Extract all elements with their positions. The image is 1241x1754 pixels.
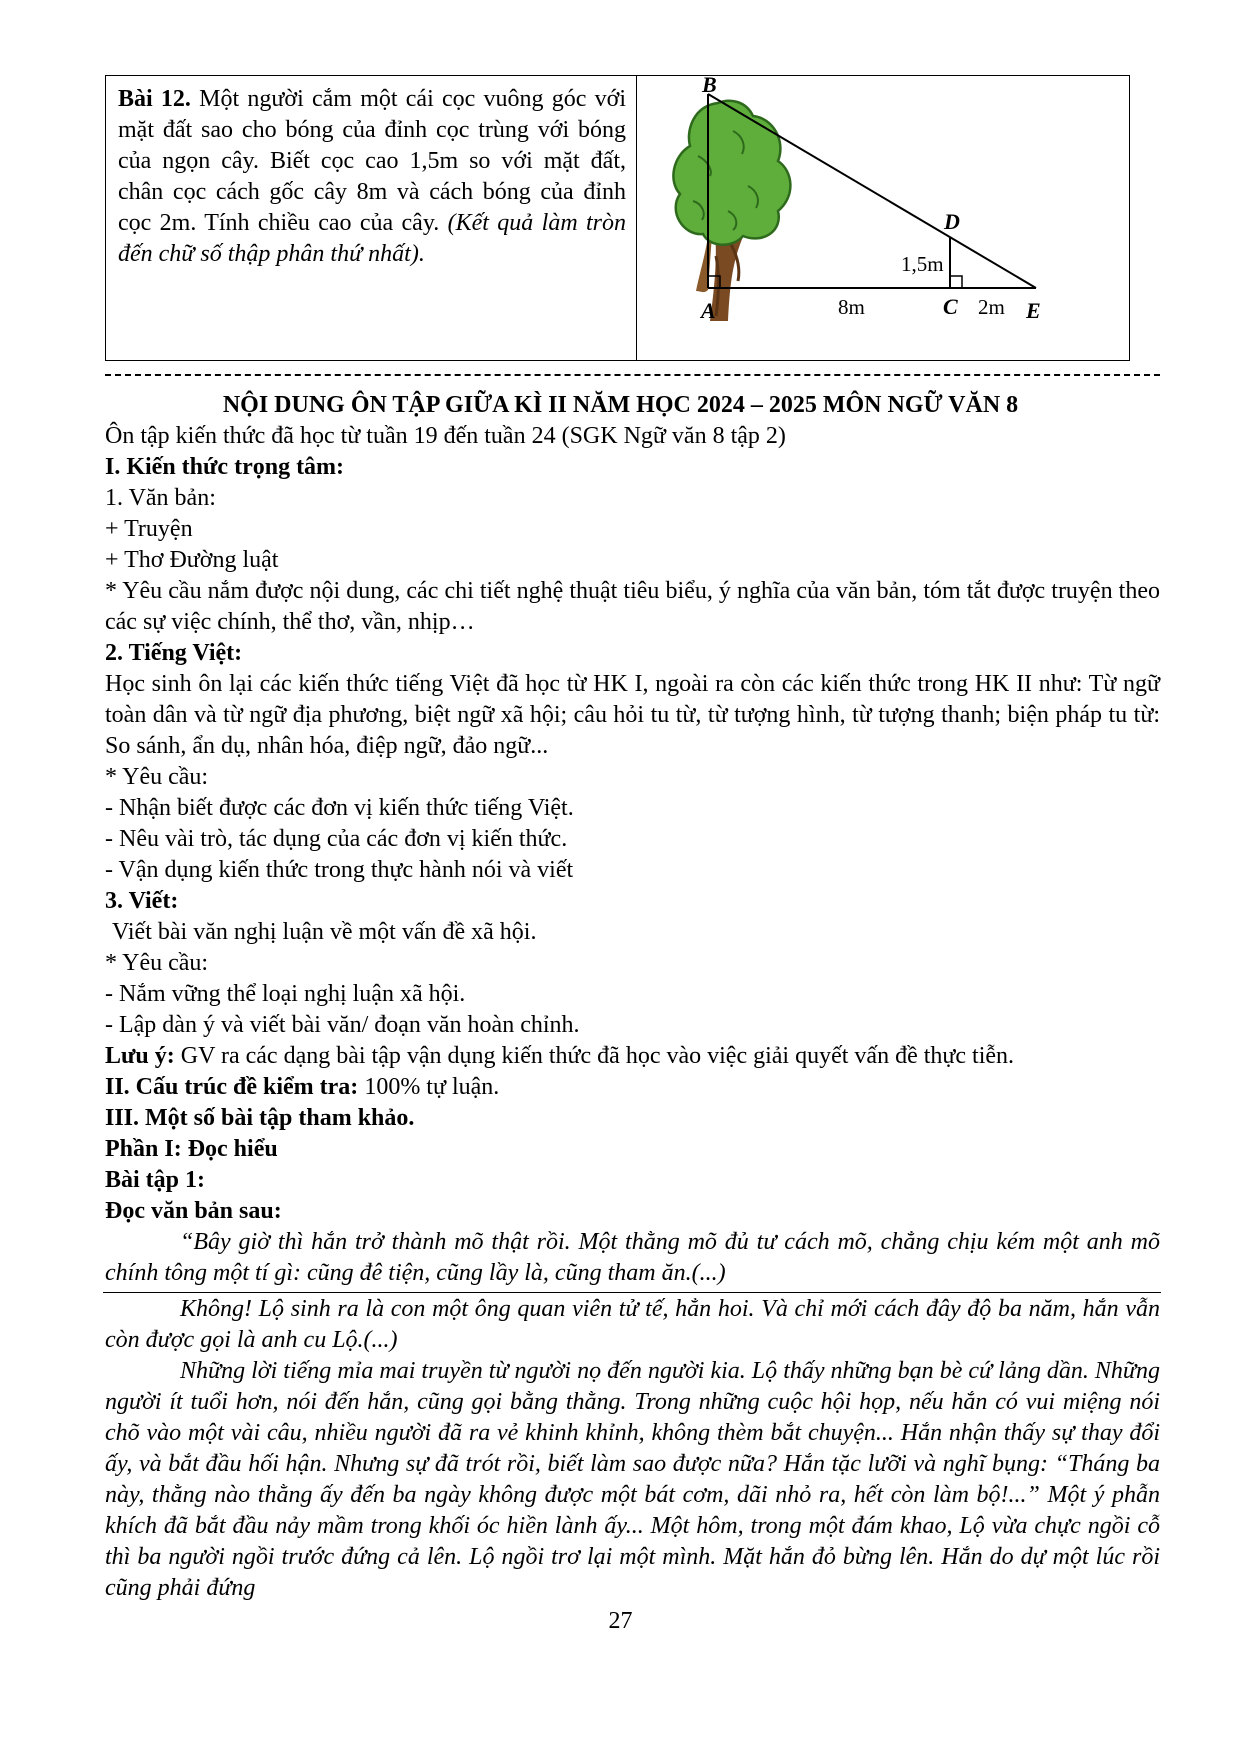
section-2-line	[105, 1072, 499, 1103]
viet-text: Viết bài văn nghị luận về một vấn đề xã hội.	[112, 919, 537, 945]
note-text: GV ra các dạng bài tập vận dụng kiến thức đã học vào việc giải quyết vấn đề thực tiễn.	[174, 1043, 1015, 1069]
tree-crown	[673, 101, 790, 245]
label-e: E	[1026, 298, 1041, 323]
right-angle-c	[950, 276, 962, 288]
problem-label: Bài 12.	[118, 86, 191, 112]
label-length-ac: 8m	[838, 295, 865, 319]
tieng-viet-req-label: * Yêu cầu:	[105, 764, 209, 790]
list-item-tho: + Thơ Đường luật	[105, 547, 279, 573]
problem-note: (Kết quả làm tròn đến chữ số thập phân thứ nhất).	[118, 210, 627, 267]
viet-req-1: - Nắm vững thể loại nghị luận xã hội.	[105, 981, 466, 1007]
note-label: Lưu ý:	[105, 1043, 175, 1069]
label-c: C	[943, 294, 958, 319]
label-b: B	[702, 76, 717, 97]
passage-paragraph-1: “Bây giờ thì hắn trở thành mõ thật rồi. Một thằng mõ đủ tư cách mõ, chẳng chịu kém một anh mõ chính tông một tí gì: cũng đê tiện, cũng lầy là, cũng tham ăn.(...)	[105, 1229, 1160, 1286]
problem-text	[118, 84, 626, 270]
problem-figure	[638, 76, 1128, 359]
van-ban-requirement: * Yêu cầu nắm được nội dung, các chi tiết nghệ thuật tiêu biểu, ý nghĩa của văn bản, tóm tắt được truyện theo các sự việc chính, thể thơ, vần, nhịp…	[105, 578, 1160, 635]
page-title: NỘI DUNG ÔN TẬP GIỮA KÌ II NĂM HỌC 2024 – 2025 MÔN NGỮ VĂN 8	[222, 392, 1019, 418]
passage-rule	[103, 1292, 1161, 1293]
part-1-heading: Phần I: Đọc hiểu	[105, 1136, 278, 1162]
subsection-van-ban: 1. Văn bản:	[105, 485, 216, 511]
subsection-tieng-viet: 2. Tiếng Việt:	[105, 640, 243, 666]
tieng-viet-req-2: - Nêu vài trò, tác dụng của các đơn vị kiến thức.	[105, 826, 568, 852]
section-2-heading: II. Cấu trúc đề kiểm tra:	[105, 1074, 359, 1100]
list-item-truyen: + Truyện	[105, 516, 193, 542]
tieng-viet-req-3: - Vận dụng kiến thức trong thực hành nói và viết	[105, 857, 574, 883]
dashed-separator	[105, 374, 1160, 376]
page-number: 27	[608, 1608, 633, 1634]
tieng-viet-req-1: - Nhận biết được các đơn vị kiến thức tiếng Việt.	[105, 795, 574, 821]
problem-statement: Một người cắm một cái cọc vuông góc với mặt đất sao cho bóng của đỉnh cọc trùng với bóng của ngọn cây. Biết cọc cao 1,5m so với mặt đất, chân cọc cách gốc cây 8m và cách bóng của đỉnh cọc 2m. Tính chiều cao của cây.	[118, 86, 626, 236]
label-d: D	[944, 209, 960, 234]
label-length-ce: 2m	[978, 295, 1005, 319]
intro-line: Ôn tập kiến thức đã học từ tuần 19 đến tuần 24 (SGK Ngữ văn 8 tập 2)	[105, 423, 786, 449]
note-line	[105, 1041, 1014, 1072]
passage-paragraph-2: Không! Lộ sinh ra là con một ông quan viên tử tế, hẳn hoi. Và chỉ mới cách đây độ ba năm, hắn vẫn còn được gọi là anh cu Lộ.(...)	[105, 1296, 1160, 1353]
label-a: A	[701, 298, 716, 323]
label-stake-height: 1,5m	[901, 252, 944, 276]
problem-box	[105, 75, 1130, 361]
subsection-viet: 3. Viết:	[105, 888, 179, 914]
viet-req-2: - Lập dàn ý và viết bài văn/ đoạn văn hoàn chỉnh.	[105, 1012, 580, 1038]
passage-paragraph-3: Những lời tiếng mỉa mai truyền từ người nọ đến người kia. Lộ thấy những bạn bè cứ lảng dần. Những người ít tuổi hơn, nói đến hắn, cũng gọi bằng thằng. Trong những cuộc hội họp, nếu hắn có vui miệng nói chõ vào một vài câu, nhiều người đã ra vẻ khinh khỉnh, không thèm bắt chuyện... Hắn nhận thấy sự thay đổi ấy, và bắt đầu hối hận. Nhưng sự đã trót rồi, biết làm sao được nữa? Hắn tặc lưỡi và nghĩ bụng: “Tháng ba này, thằng nào thằng ấy đến ba ngày không được một bát cơm, dãi nhỏ ra, hết còn làm bộ!...” Một ý phẫn khích đã bắt đầu nảy mầm trong khối óc hiền lành ấy... Một hôm, trong một đám khao, Lộ vừa chực ngồi cỗ thì ba người ngồi trước đứng cả lên. Lộ ngồi trơ lại một mình. Mặt hắn đỏ bừng lên. Hắn do dự một lúc rồi cũng phải đứng	[105, 1358, 1160, 1601]
section-3-heading: III. Một số bài tập tham khảo.	[105, 1105, 415, 1131]
read-instruction: Đọc văn bản sau:	[105, 1198, 282, 1224]
tieng-viet-text: Học sinh ôn lại các kiến thức tiếng Việt đã học từ HK I, ngoài ra còn các kiến thức trong HK II như: Từ ngữ toàn dân và từ ngữ địa phương, biệt ngữ xã hội; câu hỏi tu từ, từ tượng hình, từ tượng thanh; biện pháp tu từ: So sánh, ẩn dụ, nhân hóa, điệp ngữ, đảo ngữ...	[105, 671, 1160, 759]
section-1-heading: I. Kiến thức trọng tâm:	[105, 454, 345, 480]
table-divider	[636, 76, 637, 360]
exercise-1-heading: Bài tập 1:	[105, 1167, 206, 1193]
viet-req-label: * Yêu cầu:	[105, 950, 209, 976]
section-2-text: 100% tự luận.	[358, 1074, 500, 1100]
